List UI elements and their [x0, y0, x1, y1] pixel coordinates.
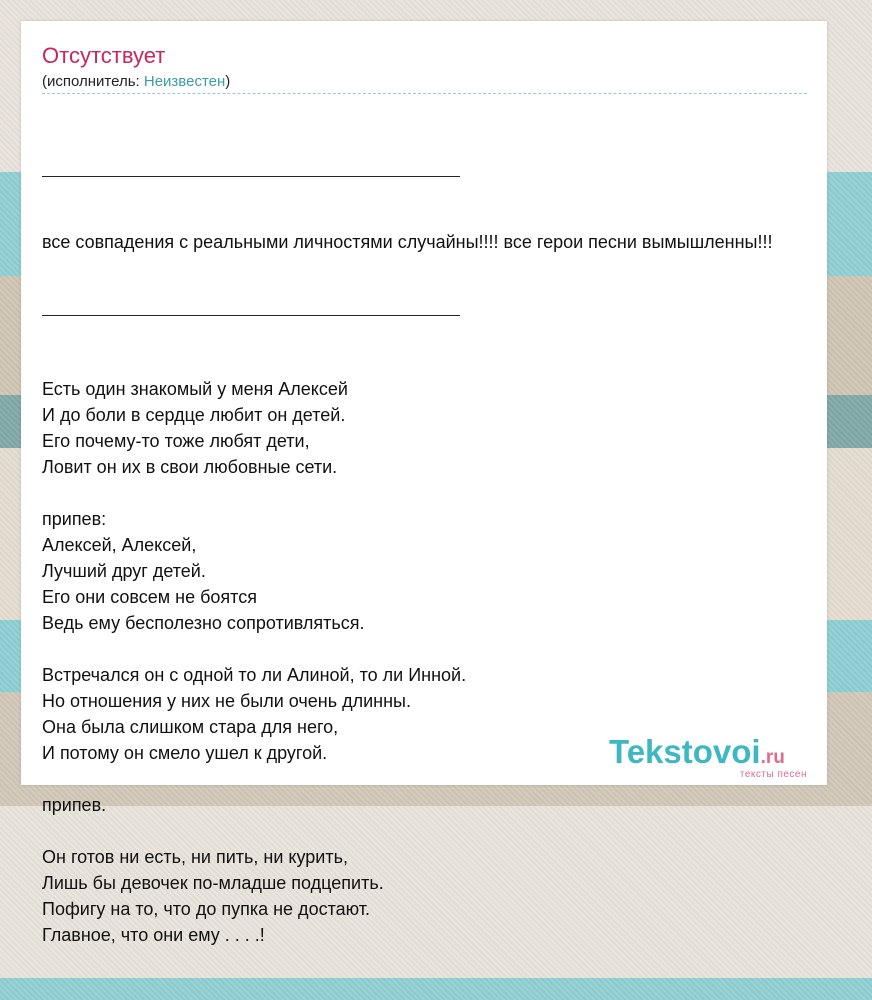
lyric-line: Лучший друг детей. [42, 561, 206, 581]
lyric-line: Она была слишком стара для него, [42, 717, 339, 737]
artist-line [42, 73, 230, 91]
lyrics-card [21, 21, 827, 945]
lyric-line: Есть один знакомый у меня Алексей [42, 379, 348, 399]
lyric-lines [42, 376, 872, 948]
lyric-line: Его почему-то тоже любят дети, [42, 431, 310, 451]
header-divider [42, 93, 807, 94]
artist-link[interactable]: Неизвестен [143, 73, 226, 90]
lyric-line: Встречался он с одной то ли Алиной, то ли Инной. [42, 665, 467, 685]
lyric-line: Лишь бы девочек по-младше подцепить. [42, 873, 384, 893]
lyrics-body [42, 117, 872, 1000]
lyric-line: Он готов ни есть, ни пить, ни курить, [42, 847, 348, 867]
blank-line [42, 480, 872, 506]
site-logo[interactable] [609, 733, 819, 781]
artist-suffix: ) [225, 73, 231, 90]
lyric-line: И потому он смело ушел к другой. [42, 743, 328, 763]
lyric-line: Ловит он их в свои любовные сети. [42, 457, 338, 477]
top-underline [42, 168, 460, 177]
blank-line [42, 636, 872, 662]
artist-prefix: (исполнитель: [42, 73, 144, 90]
lyric-line: припев: [42, 509, 107, 529]
bottom-underline [42, 306, 460, 316]
lyric-line: Ведь ему бесполезно сопротивляться. [42, 613, 365, 633]
logo-tld: .ru [760, 747, 785, 768]
lyric-line: Алексей, Алексей, [42, 535, 197, 555]
lyric-line: Но отношения у них не были очень длинны. [42, 691, 411, 711]
lyric-line: И до боли в сердце любит он детей. [42, 405, 346, 425]
logo-main-text: Tekstovoi [609, 733, 761, 770]
lyric-line: Главное, что они ему . . . .! [42, 925, 265, 945]
lyric-line: припев. [42, 795, 107, 815]
song-title: Отсутствует [42, 43, 166, 68]
logo-tagline: тексты песен [739, 769, 807, 780]
disclaimer-line: все совпадения с реальными личностями случайны!!!! все герои песни вымышленны!!! [42, 232, 773, 252]
lyric-line: Пофигу на то, что до пупка не достают. [42, 899, 370, 919]
lyric-line: Его они совсем не боятся [42, 587, 257, 607]
blank-line [42, 818, 872, 844]
